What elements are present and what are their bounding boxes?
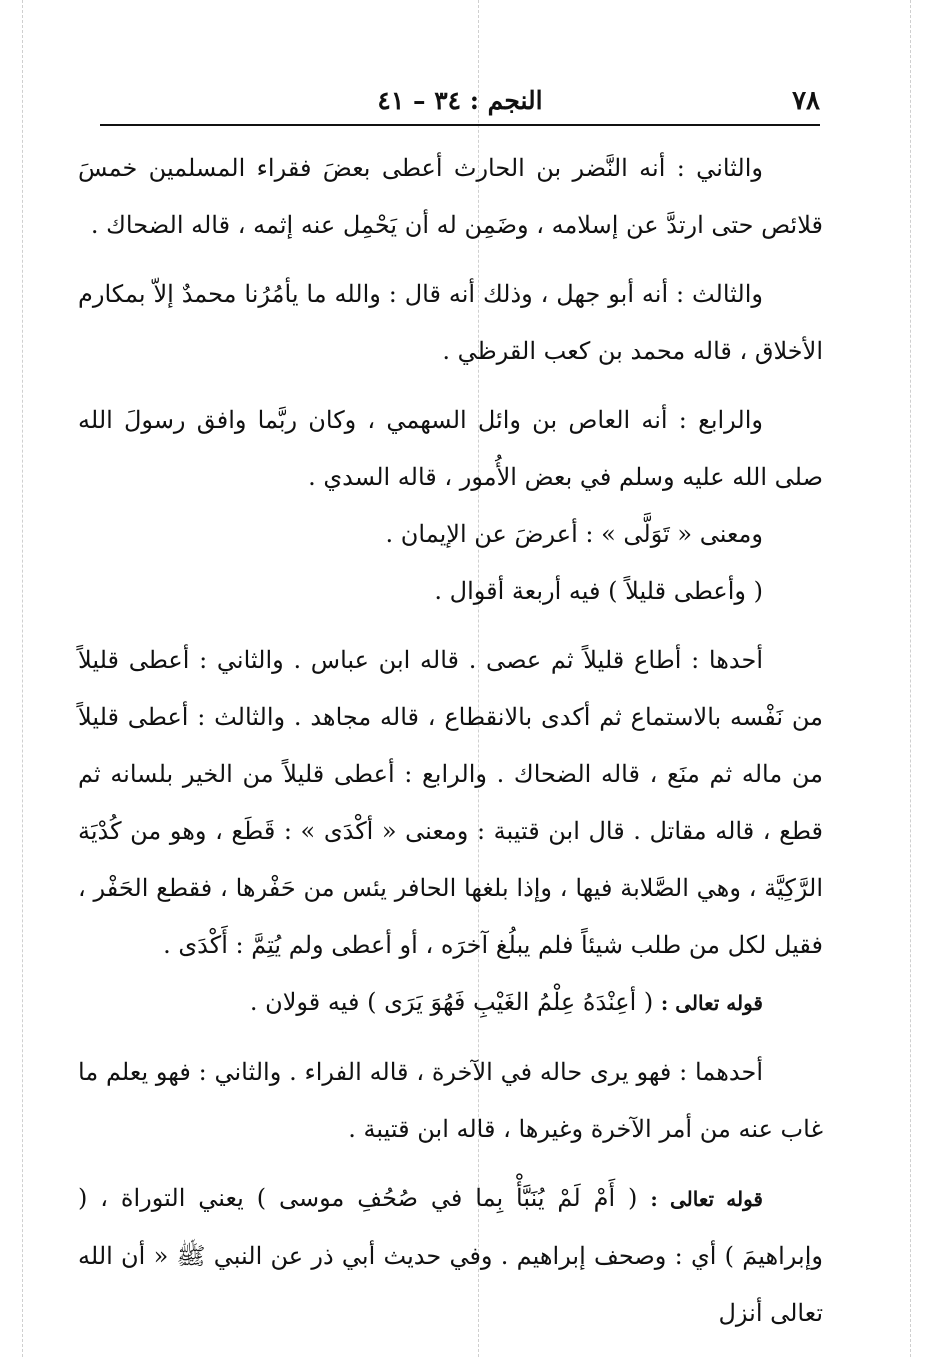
verse-label: قوله تعالى : <box>650 1187 763 1211</box>
paragraph-four-sayings: ( وأعطى قليلاً ) فيه أربعة أقوال . <box>434 577 763 605</box>
running-title: النجم : ٣٤ – ٤١ <box>377 86 543 115</box>
verse-text: ( أَمْ لَمْ يُنَبَّأْ بِما في صُحُفِ موسى ) يعني التوراة ، ( وإبراهيمَ ) أي : وصحف إبراهيم . وفي حديث أبي ذر عن النبي ﷺ « أن الله تعالى أنزل <box>78 1184 823 1327</box>
paragraph-meaning-tawalla: ومعنى « تَوَلَّى » : أعرضَ عن الإيمان . <box>385 520 763 548</box>
scan-guide-line-right <box>910 0 911 1357</box>
paragraph-fourth-opinion: والرابع : أنه العاص بن وائل السهمي ، وكان ربَّما وافق رسولَ الله صلى الله عليه وسلم في بعض الأُمور ، قاله السدي . <box>78 406 823 491</box>
scan-guide-line-left <box>22 0 23 1357</box>
page-number: ٧٨ <box>792 86 820 116</box>
header-rule <box>100 124 820 126</box>
paragraph-third-opinion: والثالث : أنه أبو جهل ، وذلك أنه قال : والله ما يأمُرُنا محمدٌ إلاّ بمكارم الأخلاق ، قاله محمد بن كعب القرظي . <box>78 280 823 365</box>
paragraph-second-opinion: والثاني : أنه النَّضر بن الحارث أعطى بعضَ فقراء المسلمين خمسَ قلائص حتى ارتدَّ عن إسلامه ، وضَمِن له أن يَحْمِل عنه إثمه ، قاله الضحاك . <box>78 154 823 239</box>
paragraph-first-of-four: أحدها : أطاع قليلاً ثم عصى . قاله ابن عباس . والثاني : أعطى قليلاً من نَفْسه بالاستماع ثم أكدى بالانقطاع ، قاله مجاهد . والثالث : أعطى قليلاً من ماله ثم منَع ، قاله الضحاك . والرابع : أعطى قليلاً من الخير بلسانه ثم قطع ، قاله مقاتل . قال ابن قتيبة : ومعنى « أكْدَى » : قَطَع ، وهو من كُدْيَة الرَّكِيَّة ، وهي الصَّلابة فيها ، وإذا بلغها الحافر يئس من حَفْرها ، فقطع الحَفْر ، فقيل لكل من طلب شيئاً فلم يبلُغ آخرَه ، أو أعطى ولم يُتِمَّ : أَكْدَى . <box>78 646 823 959</box>
verse-label: قوله تعالى : <box>660 991 763 1015</box>
paragraph-verse-suhuf-musa <box>78 1170 823 1342</box>
body-text <box>78 140 823 1342</box>
page-header <box>100 82 820 122</box>
paragraph-verse-ilm-alghayb <box>78 974 823 1032</box>
verse-text: ( أعِنْدَهُ عِلْمُ الغَيْبِ فَهُوَ يَرَى ) فيه قولان . <box>249 988 654 1016</box>
paragraph-two-sayings: أحدهما : فهو يرى حاله في الآخرة ، قاله الفراء . والثاني : فهو يعلم ما غاب عنه من أمر الآخرة وغيرها ، قاله ابن قتيبة . <box>78 1058 823 1143</box>
